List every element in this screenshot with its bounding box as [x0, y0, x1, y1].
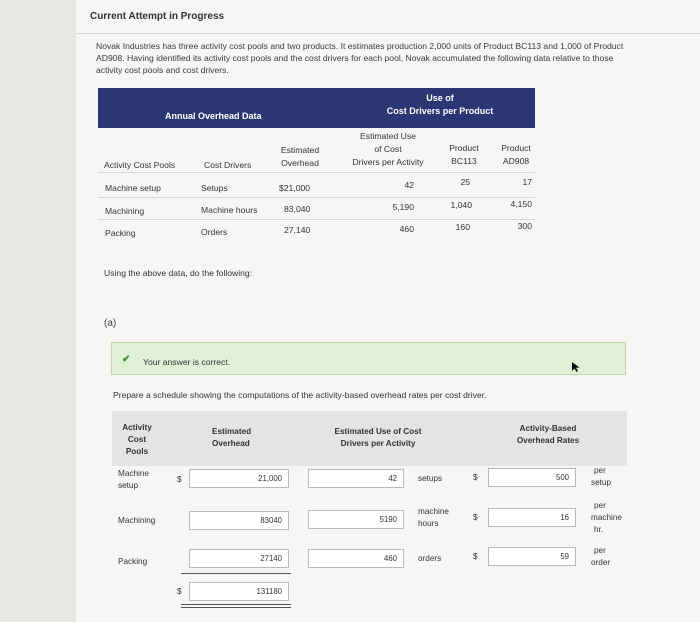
table1-title-right-1: Use of — [426, 93, 454, 103]
table1-col-bc-2: BC113 — [451, 156, 477, 166]
table1-row-rule — [98, 219, 535, 220]
table1-row-ad: 300 — [517, 221, 532, 231]
table1-col-est-1: Estimated — [280, 145, 320, 155]
total-overhead-input[interactable]: 131180 — [189, 582, 289, 601]
page-title: Current Attempt in Progress — [90, 11, 225, 22]
table1-col-pools: Activity Cost Pools — [104, 160, 176, 170]
table1-col-bc-1: Product — [449, 143, 479, 153]
rate-input[interactable]: 500 — [488, 468, 576, 487]
total-double-rule-2 — [181, 607, 291, 608]
per-unit-label: per — [594, 466, 606, 475]
table1-row-pool: Machine setup — [105, 183, 161, 193]
currency-symbol: $ — [473, 552, 478, 561]
currency-symbol: $ — [177, 475, 182, 484]
table2-row-pool-2: setup — [118, 481, 139, 490]
driver-unit-label-2: hours — [418, 519, 439, 528]
per-unit-label: per — [594, 501, 606, 510]
per-unit-label: per — [594, 546, 606, 555]
table1-col-use-3: Drivers per Activity — [352, 157, 424, 167]
table1-header-rule — [98, 172, 535, 173]
table2-col-use-2: Drivers per Activity — [340, 439, 416, 448]
table1-row-use: 5,190 — [392, 202, 414, 212]
table1-title-right-2: Cost Drivers per Product — [386, 106, 494, 116]
table2-row-pool: Machine — [118, 469, 149, 478]
driver-unit-label: orders — [418, 554, 442, 563]
overhead-input[interactable]: 83040 — [189, 511, 289, 530]
overhead-input[interactable]: 27140 — [189, 549, 289, 568]
currency-symbol: $ — [473, 473, 478, 482]
table1-row-pool: Packing — [105, 228, 136, 238]
currency-symbol: $ — [473, 513, 478, 522]
table1-row-pool: Machining — [105, 206, 145, 216]
table1-row-overhead: 27,140 — [284, 225, 311, 235]
instruction-text: Using the above data, do the following: — [104, 268, 253, 278]
overhead-input[interactable]: 21,000 — [189, 469, 289, 488]
table2-col-est-2: Overhead — [212, 439, 250, 448]
table1-row-driver: Orders — [201, 227, 228, 237]
table1-row-driver: Setups — [201, 183, 228, 193]
table1-col-ad-1: Product — [501, 143, 531, 153]
table2-col-rate-1: Activity-Based — [519, 424, 577, 433]
part-label: (a) — [104, 318, 117, 329]
table1-col-ad-2: AD908 — [502, 156, 530, 166]
table2-col-use-1: Estimated Use of Cost — [334, 427, 422, 436]
table2-col-pools-1: Activity — [122, 423, 152, 432]
driver-use-input[interactable]: 5190 — [308, 510, 404, 529]
table1-row-bc: 1,040 — [450, 200, 472, 210]
table1-title-left: Annual Overhead Data — [165, 111, 262, 121]
table1-col-est-2: Overhead — [281, 158, 319, 168]
table1-row-overhead: $21,000 — [279, 183, 311, 193]
driver-use-input[interactable]: 42 — [308, 469, 404, 488]
table1-row-driver: Machine hours — [201, 205, 258, 215]
table1-row-ad: 4,150 — [510, 199, 532, 209]
driver-unit-label: setups — [418, 474, 443, 483]
currency-symbol: $ — [177, 587, 182, 596]
table2-col-rate-2: Overhead Rates — [516, 436, 580, 445]
rate-input[interactable]: 59 — [488, 547, 576, 566]
table1-row-ad: 17 — [522, 177, 532, 187]
table2-row-pool: Packing — [118, 557, 148, 566]
table1-row-overhead: 83,040 — [284, 204, 311, 214]
table2-row-pool: Machining — [118, 516, 156, 525]
per-unit-label-2: machine — [591, 513, 622, 522]
table1-col-use-1: Estimated Use — [360, 131, 416, 141]
cursor-icon — [571, 360, 581, 378]
schedule-prompt: Prepare a schedule showing the computations of the activity-based overhead rates per cost driver. — [113, 390, 487, 400]
table2-col-pools-2: Cost — [127, 435, 147, 444]
table2-col-est-1: Estimated — [212, 427, 252, 436]
driver-use-input[interactable]: 460 — [308, 549, 404, 568]
table2-col-pools-3: Pools — [125, 447, 149, 456]
per-unit-label-2: order — [591, 558, 611, 567]
per-unit-label-3: hr. — [594, 525, 604, 534]
header-divider — [76, 33, 700, 34]
table1-row-bc: 160 — [455, 222, 470, 232]
table1-row-use: 460 — [399, 224, 414, 234]
table1-col-drivers: Cost Drivers — [204, 160, 252, 170]
table1-col-use-2: of Cost — [374, 144, 402, 154]
problem-intro: Novak Industries has three activity cost pools and two products. It estimates production 2,000 units of Product BC113 and 1,000 of Product AD908. Having identified its activity cost pools and the cost drivers for each pool, Novak accumulated the following data relative to those activity cost pools and cost drivers. — [96, 41, 624, 75]
table1-row-rule — [98, 197, 535, 198]
table1-row-bc: 25 — [460, 177, 470, 187]
feedback-message: Your answer is correct. — [143, 357, 231, 367]
driver-unit-label: machine — [418, 507, 449, 516]
total-double-rule-1 — [181, 604, 291, 605]
rate-input[interactable]: 16 — [488, 508, 576, 527]
check-icon: ✔ — [122, 354, 131, 365]
per-unit-label-2: setup — [591, 478, 612, 487]
total-rule — [181, 573, 291, 574]
table1-row-use: 42 — [404, 180, 414, 190]
